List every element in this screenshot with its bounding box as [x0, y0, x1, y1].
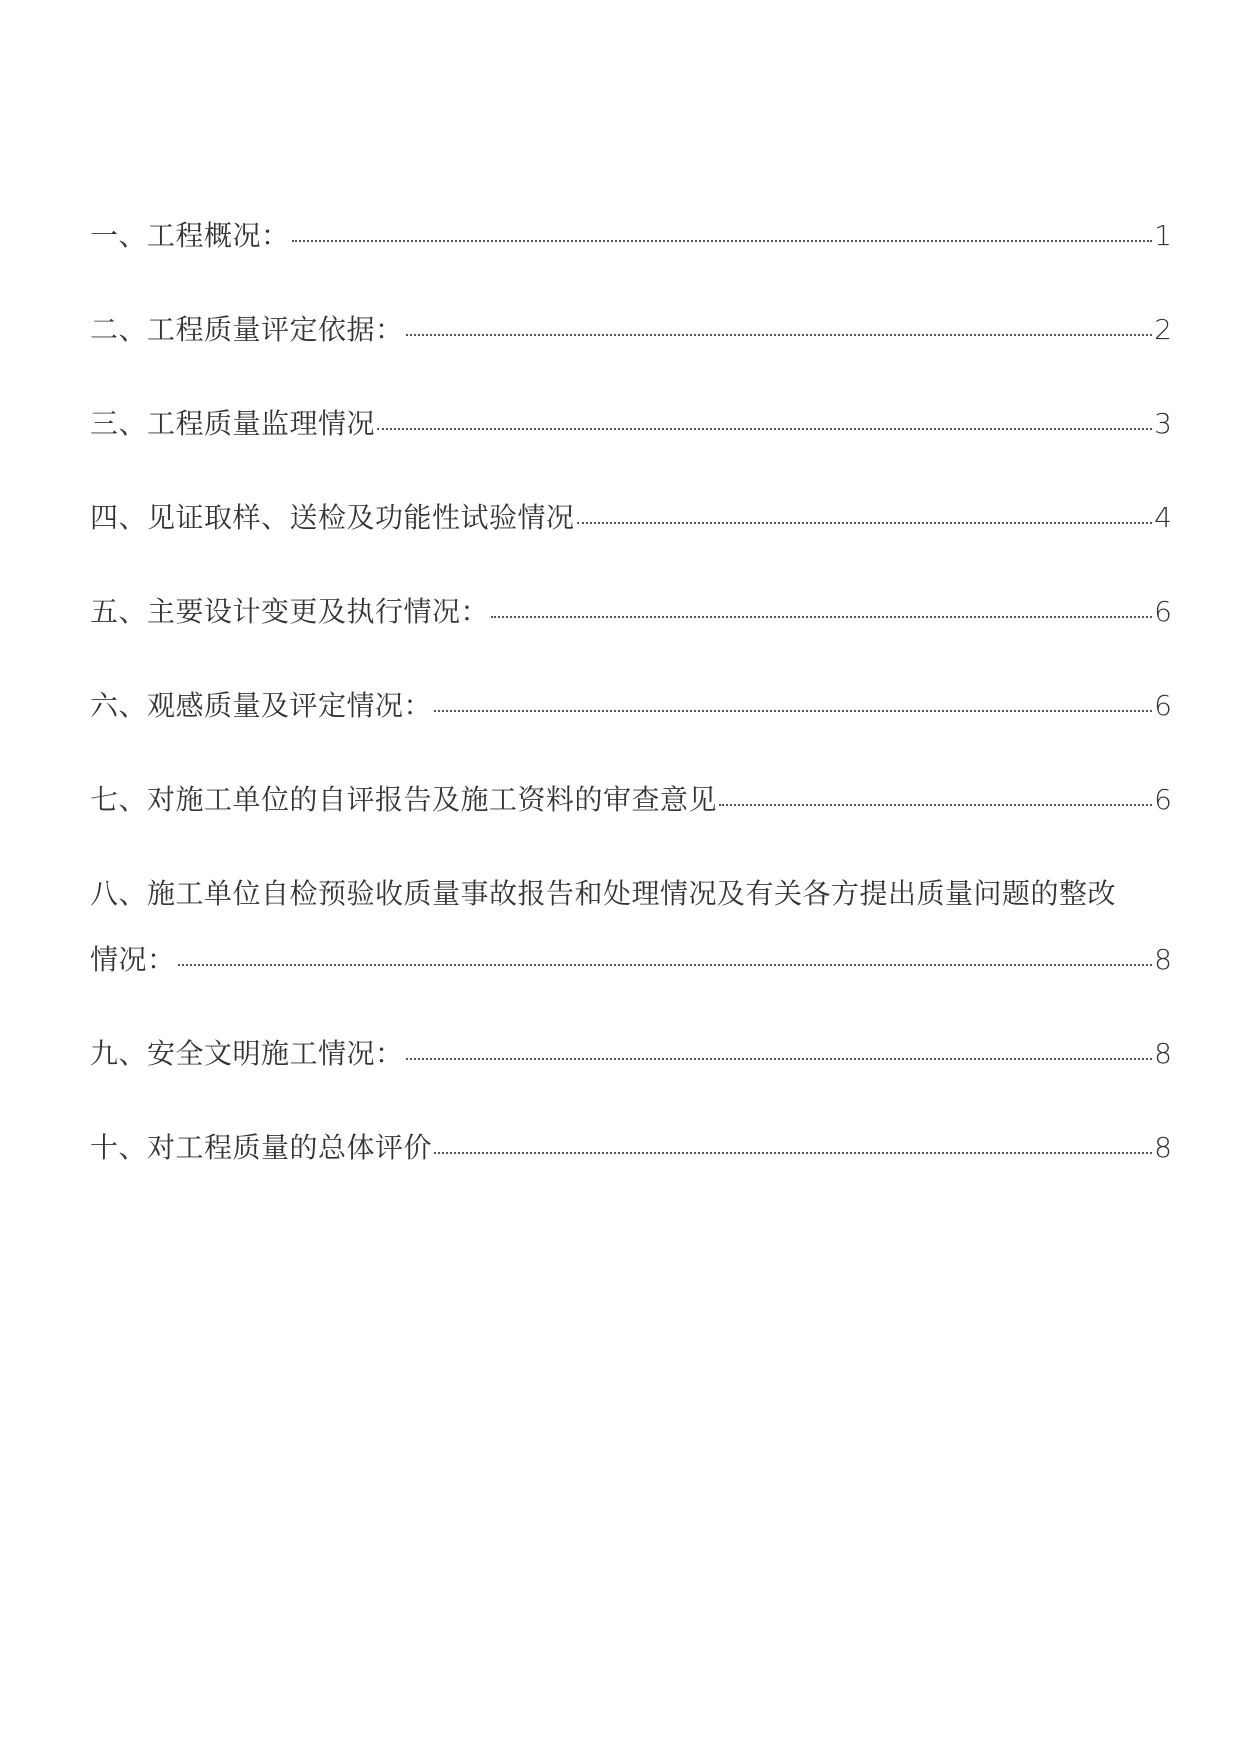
toc-entry-page: 1: [1154, 219, 1172, 252]
toc-entry-page: 2: [1154, 313, 1172, 346]
toc-entry-6[interactable]: [90, 689, 1172, 786]
toc-entry-4[interactable]: [90, 501, 1172, 598]
toc-entry-page: 6: [1154, 595, 1172, 628]
dot-leader: [434, 710, 1152, 712]
toc-entry-title-line1: 八、施工单位自检预验收质量事故报告和处理情况及有关各方提出质量问题的整改: [90, 877, 1117, 910]
dot-leader: [377, 428, 1152, 430]
toc-entry-page: 6: [1154, 783, 1172, 816]
toc-entry-page: 4: [1154, 501, 1172, 534]
dot-leader: [491, 616, 1152, 618]
toc-entry-8[interactable]: [90, 877, 1172, 1040]
dot-leader: [719, 804, 1152, 806]
toc-entry-page: 8: [1154, 1131, 1172, 1164]
dot-leader: [292, 240, 1153, 242]
toc-entry-7[interactable]: [90, 783, 1172, 880]
toc-entry-page: 8: [1154, 943, 1172, 976]
toc-entry-9[interactable]: [90, 1037, 1172, 1134]
dot-leader: [577, 522, 1153, 524]
toc-entry-page: 8: [1154, 1037, 1172, 1070]
toc-entry-title: 三、工程质量监理情况: [90, 407, 376, 440]
toc-entry-page: 6: [1154, 689, 1172, 722]
toc-entry-title: 六、观感质量及评定情况：: [90, 689, 433, 722]
toc-entry-title: 十、对工程质量的总体评价: [90, 1131, 433, 1164]
table-of-contents: [90, 219, 1172, 1228]
toc-entry-title: 九、安全文明施工情况：: [90, 1037, 404, 1070]
toc-entry-10[interactable]: [90, 1131, 1172, 1228]
toc-entry-5[interactable]: [90, 595, 1172, 692]
toc-entry-title: 二、工程质量评定依据：: [90, 313, 404, 346]
dot-leader: [406, 1058, 1153, 1060]
toc-entry-title: 七、对施工单位的自评报告及施工资料的审查意见: [90, 783, 718, 816]
dot-leader: [178, 964, 1153, 966]
toc-entry-1[interactable]: [90, 219, 1172, 316]
toc-entry-title: 四、见证取样、送检及功能性试验情况: [90, 501, 575, 534]
dot-leader: [434, 1152, 1152, 1154]
toc-entry-2[interactable]: [90, 313, 1172, 410]
toc-entry-page: 3: [1154, 407, 1172, 440]
toc-entry-title: 五、主要设计变更及执行情况：: [90, 595, 490, 628]
toc-entry-3[interactable]: [90, 407, 1172, 504]
dot-leader: [406, 334, 1153, 336]
toc-entry-title: 一、工程概况：: [90, 219, 290, 252]
toc-entry-title-line2: 情况：: [90, 943, 176, 976]
